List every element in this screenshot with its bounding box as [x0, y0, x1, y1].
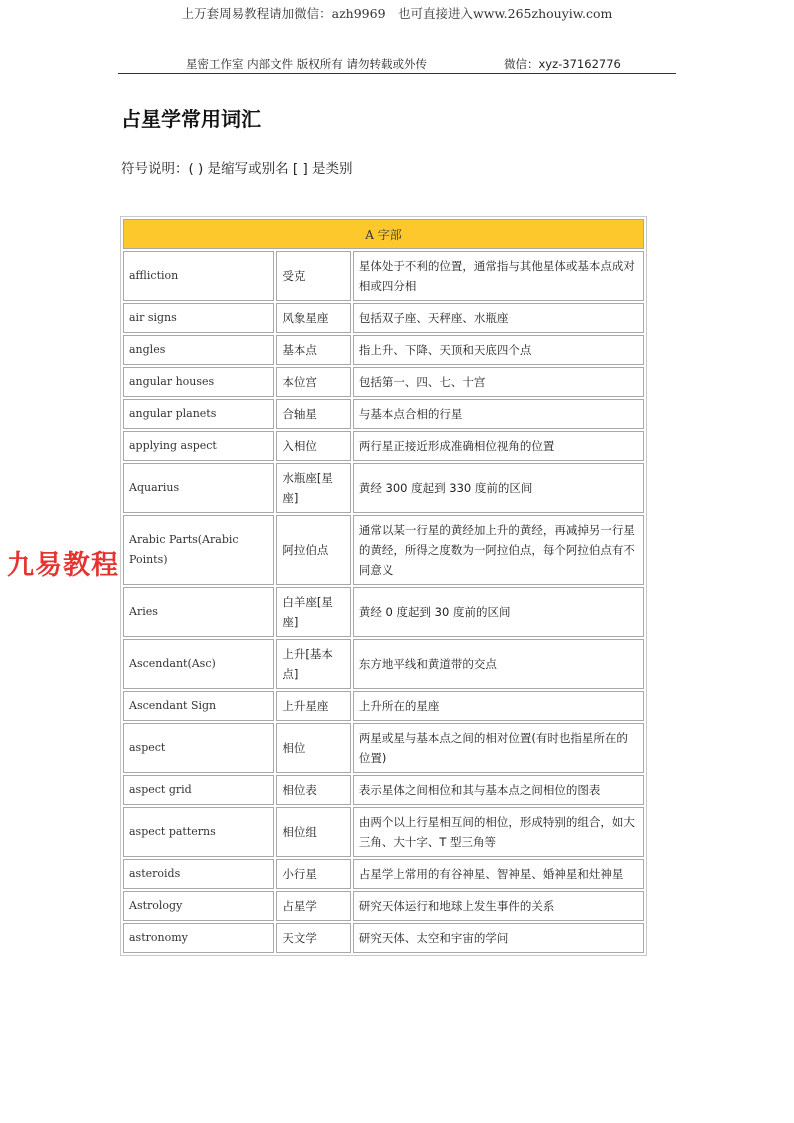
term-cell: affliction [123, 251, 274, 301]
chinese-term-cell: 上升星座 [276, 691, 350, 721]
chinese-term-cell: 受克 [276, 251, 350, 301]
table-row [123, 303, 644, 333]
definition-cell: 研究天体运行和地球上发生事件的关系 [353, 891, 644, 921]
term-cell: angular planets [123, 399, 274, 429]
chinese-term-cell: 上升[基本点] [276, 639, 350, 689]
chinese-term-cell: 本位宫 [276, 367, 350, 397]
table-row [123, 923, 644, 953]
top-banner: 上万套周易教程请加微信：azh9969 也可直接进入www.265zhouyiw.com [181, 6, 613, 21]
term-cell: aspect grid [123, 775, 274, 805]
definition-cell: 通常以某一行星的黄经加上升的黄经，再减掉另一行星的黄经，所得之度数为一阿拉伯点，每个阿拉伯点有不同意义 [353, 515, 644, 585]
definition-cell: 包括第一、四、七、十宫 [353, 367, 644, 397]
term-cell: Arabic Parts(Arabic Points) [123, 515, 274, 585]
term-cell: Astrology [123, 891, 274, 921]
table-row [123, 859, 644, 889]
table-row [123, 691, 644, 721]
term-cell: asteroids [123, 859, 274, 889]
definition-cell: 星体处于不利的位置，通常指与其他星体或基本点成对相或四分相 [353, 251, 644, 301]
term-cell: Aries [123, 587, 274, 637]
term-cell: applying aspect [123, 431, 274, 461]
chinese-term-cell: 入相位 [276, 431, 350, 461]
term-cell: angular houses [123, 367, 274, 397]
definition-cell: 两星或星与基本点之间的相对位置(有时也指星所在的位置) [353, 723, 644, 773]
chinese-term-cell: 基本点 [276, 335, 350, 365]
chinese-term-cell: 相位 [276, 723, 350, 773]
header-contact: 微信：xyz-37162776 [504, 57, 621, 71]
definition-cell: 东方地平线和黄道带的交点 [353, 639, 644, 689]
table-row [123, 723, 644, 773]
table-row [123, 587, 644, 637]
chinese-term-cell: 水瓶座[星座] [276, 463, 350, 513]
chinese-term-cell: 小行星 [276, 859, 350, 889]
definition-cell: 与基本点合相的行星 [353, 399, 644, 429]
definition-cell: 两行星正接近形成准确相位视角的位置 [353, 431, 644, 461]
table-row [123, 639, 644, 689]
table-row [123, 891, 644, 921]
term-cell: aspect [123, 723, 274, 773]
chinese-term-cell: 风象星座 [276, 303, 350, 333]
chinese-term-cell: 阿拉伯点 [276, 515, 350, 585]
term-cell: Ascendant Sign [123, 691, 274, 721]
definition-cell: 指上升、下降、天顶和天底四个点 [353, 335, 644, 365]
table-row [123, 251, 644, 301]
header-divider [118, 73, 676, 74]
definition-cell: 黄经 0 度起到 30 度前的区间 [353, 587, 644, 637]
chinese-term-cell: 白羊座[星座] [276, 587, 350, 637]
table-row [123, 431, 644, 461]
term-cell: aspect patterns [123, 807, 274, 857]
term-cell: angles [123, 335, 274, 365]
vocabulary-table-body [123, 251, 644, 953]
table-row [123, 515, 644, 585]
chinese-term-cell: 合轴星 [276, 399, 350, 429]
vocabulary-table [120, 216, 647, 956]
table-row [123, 367, 644, 397]
table-row [123, 463, 644, 513]
symbol-legend: 符号说明：( ) 是缩写或别名 [ ] 是类别 [121, 161, 353, 177]
table-row [123, 807, 644, 857]
chinese-term-cell: 占星学 [276, 891, 350, 921]
definition-cell: 包括双子座、天秤座、水瓶座 [353, 303, 644, 333]
table-row [123, 335, 644, 365]
table-row [123, 775, 644, 805]
watermark-logo: 九易教程 [7, 550, 119, 581]
page-title: 占星学常用词汇 [121, 107, 261, 131]
definition-cell: 研究天体、太空和宇宙的学问 [353, 923, 644, 953]
table-row [123, 399, 644, 429]
definition-cell: 上升所在的星座 [353, 691, 644, 721]
term-cell: air signs [123, 303, 274, 333]
definition-cell: 黄经 300 度起到 330 度前的区间 [353, 463, 644, 513]
definition-cell: 由两个以上行星相互间的相位，形成特别的组合，如大三角、大十字、T 型三角等 [353, 807, 644, 857]
chinese-term-cell: 相位组 [276, 807, 350, 857]
term-cell: Aquarius [123, 463, 274, 513]
term-cell: Ascendant(Asc) [123, 639, 274, 689]
chinese-term-cell: 相位表 [276, 775, 350, 805]
definition-cell: 表示星体之间相位和其与基本点之间相位的图表 [353, 775, 644, 805]
definition-cell: 占星学上常用的有谷神星、智神星、婚神星和灶神星 [353, 859, 644, 889]
header-studio-notice: 星密工作室 内部文件 版权所有 请勿转载或外传 [186, 57, 427, 71]
term-cell: astronomy [123, 923, 274, 953]
chinese-term-cell: 天文学 [276, 923, 350, 953]
section-header: A 字部 [123, 219, 644, 249]
